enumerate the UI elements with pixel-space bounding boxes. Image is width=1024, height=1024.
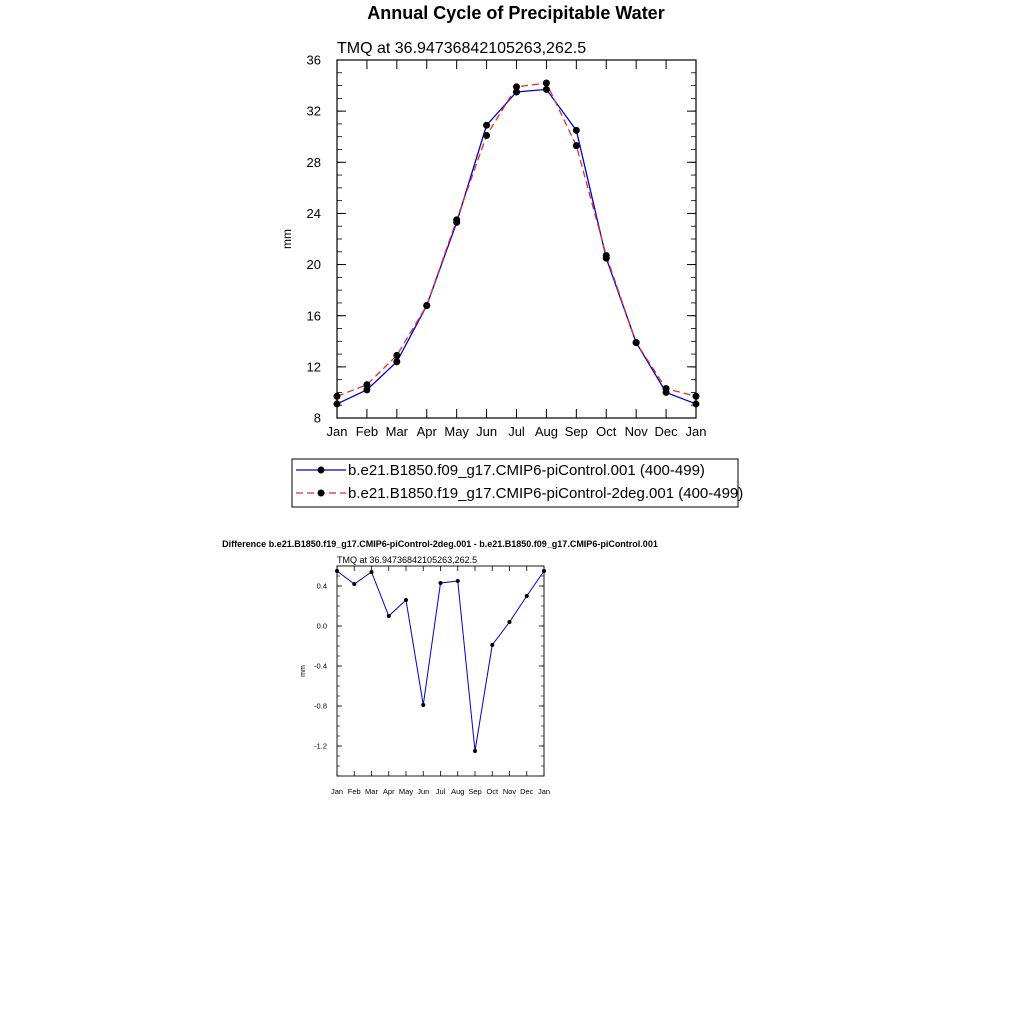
y-tick-label: -0.8 [314,701,327,711]
chart-subtitle: TMQ at 36.94736842105263,262.5 [337,40,587,57]
x-tick-label: Aug [534,424,558,439]
data-point-s1 [370,570,374,574]
x-tick-label: May [398,787,414,796]
y-tick-label: 8 [313,410,321,426]
data-point-s2 [543,80,550,87]
x-tick-label: Oct [596,424,617,439]
data-point-s1 [335,569,339,573]
y-axis-label: mm [300,665,307,677]
data-point-s2 [363,381,370,388]
y-tick-label: 20 [306,257,321,273]
legend-label-2: b.e21.B1850.f19_g17.CMIP6-piControl-2deg.001 (400-499) [348,485,744,502]
x-tick-label: Oct [486,787,499,796]
data-point-s1 [456,579,460,583]
data-point-s2 [453,216,460,223]
data-point-s1 [508,620,512,624]
chart-subtitle: TMQ at 36.94736842105263,262.5 [337,555,478,565]
x-tick-label: Jan [330,787,344,796]
x-tick-label: Jun [417,787,430,796]
series-line-1 [337,571,544,751]
x-tick-label: Jul [508,424,525,439]
x-tick-label: Nov [502,787,517,796]
x-tick-label: Nov [624,424,648,439]
x-tick-label: Jun [476,424,498,439]
data-point-s1 [473,749,477,753]
x-tick-label: Jan [537,787,551,796]
chart-title: Difference b.e21.B1850.f19_g17.CMIP6-piControl-2deg.001 - b.e21.B1850.f09_g17.CMIP6-piControl.001 [222,539,658,549]
legend-marker-1 [318,467,325,474]
data-point-s1 [421,703,425,707]
y-tick-label: 32 [306,103,321,119]
data-point-s2 [423,302,430,309]
x-tick-label: Apr [416,424,437,439]
main-title: Annual Cycle of Precipitable Water [367,3,665,23]
data-point-s1 [334,400,341,407]
x-tick-label: Feb [355,424,379,439]
x-tick-label: Sep [564,424,588,439]
x-tick-label: May [444,424,469,439]
data-point-s1 [490,643,494,647]
x-tick-label: Jan [685,424,707,439]
legend-label-1: b.e21.B1850.f09_g17.CMIP6-piControl.001 (400-499) [348,462,705,479]
data-point-s1 [543,86,550,93]
data-point-s1 [352,582,356,586]
legend [292,459,743,507]
x-tick-label: Sep [468,787,482,796]
x-tick-label: Mar [385,424,409,439]
x-tick-label: Jul [435,787,446,796]
legend-marker-2 [318,490,325,497]
x-tick-label: Dec [654,424,678,439]
data-point-s2 [573,142,580,149]
plot-frame [337,566,544,776]
y-tick-label: 0.0 [316,621,327,631]
data-point-s1 [483,122,490,129]
data-point-s2 [513,83,520,90]
y-tick-label: 36 [306,52,321,68]
x-tick-label: Aug [451,787,465,796]
series-line-1 [337,89,696,404]
series-line-2 [337,83,696,396]
data-point-s1 [387,614,391,618]
y-tick-label: 12 [306,359,321,375]
plot-frame [337,60,696,418]
data-point-s2 [663,385,670,392]
data-point-s2 [334,393,341,400]
data-point-s2 [603,252,610,259]
y-tick-label: 0.4 [316,581,327,591]
data-point-s2 [633,339,640,346]
y-tick-label: 16 [306,308,321,324]
data-point-s1 [693,400,700,407]
y-tick-label: 28 [306,154,321,170]
data-point-s1 [525,594,529,598]
x-tick-label: Mar [365,787,378,796]
data-point-s2 [693,393,700,400]
data-point-s1 [573,127,580,134]
x-tick-label: Dec [520,787,534,796]
annual-cycle-chart [280,40,706,439]
x-tick-label: Apr [382,787,395,796]
x-tick-label: Feb [347,787,361,796]
data-point-s1 [404,598,408,602]
data-point-s1 [439,581,443,585]
data-point-s1 [393,358,400,365]
data-point-s1 [542,569,546,573]
y-tick-label: -1.2 [314,741,327,751]
data-point-s2 [483,132,490,139]
y-axis-label: mm [280,229,294,249]
difference-chart [222,539,658,796]
x-tick-label: Jan [326,424,348,439]
y-tick-label: 24 [306,205,321,221]
data-point-s2 [393,352,400,359]
y-tick-label: -0.4 [314,661,327,671]
